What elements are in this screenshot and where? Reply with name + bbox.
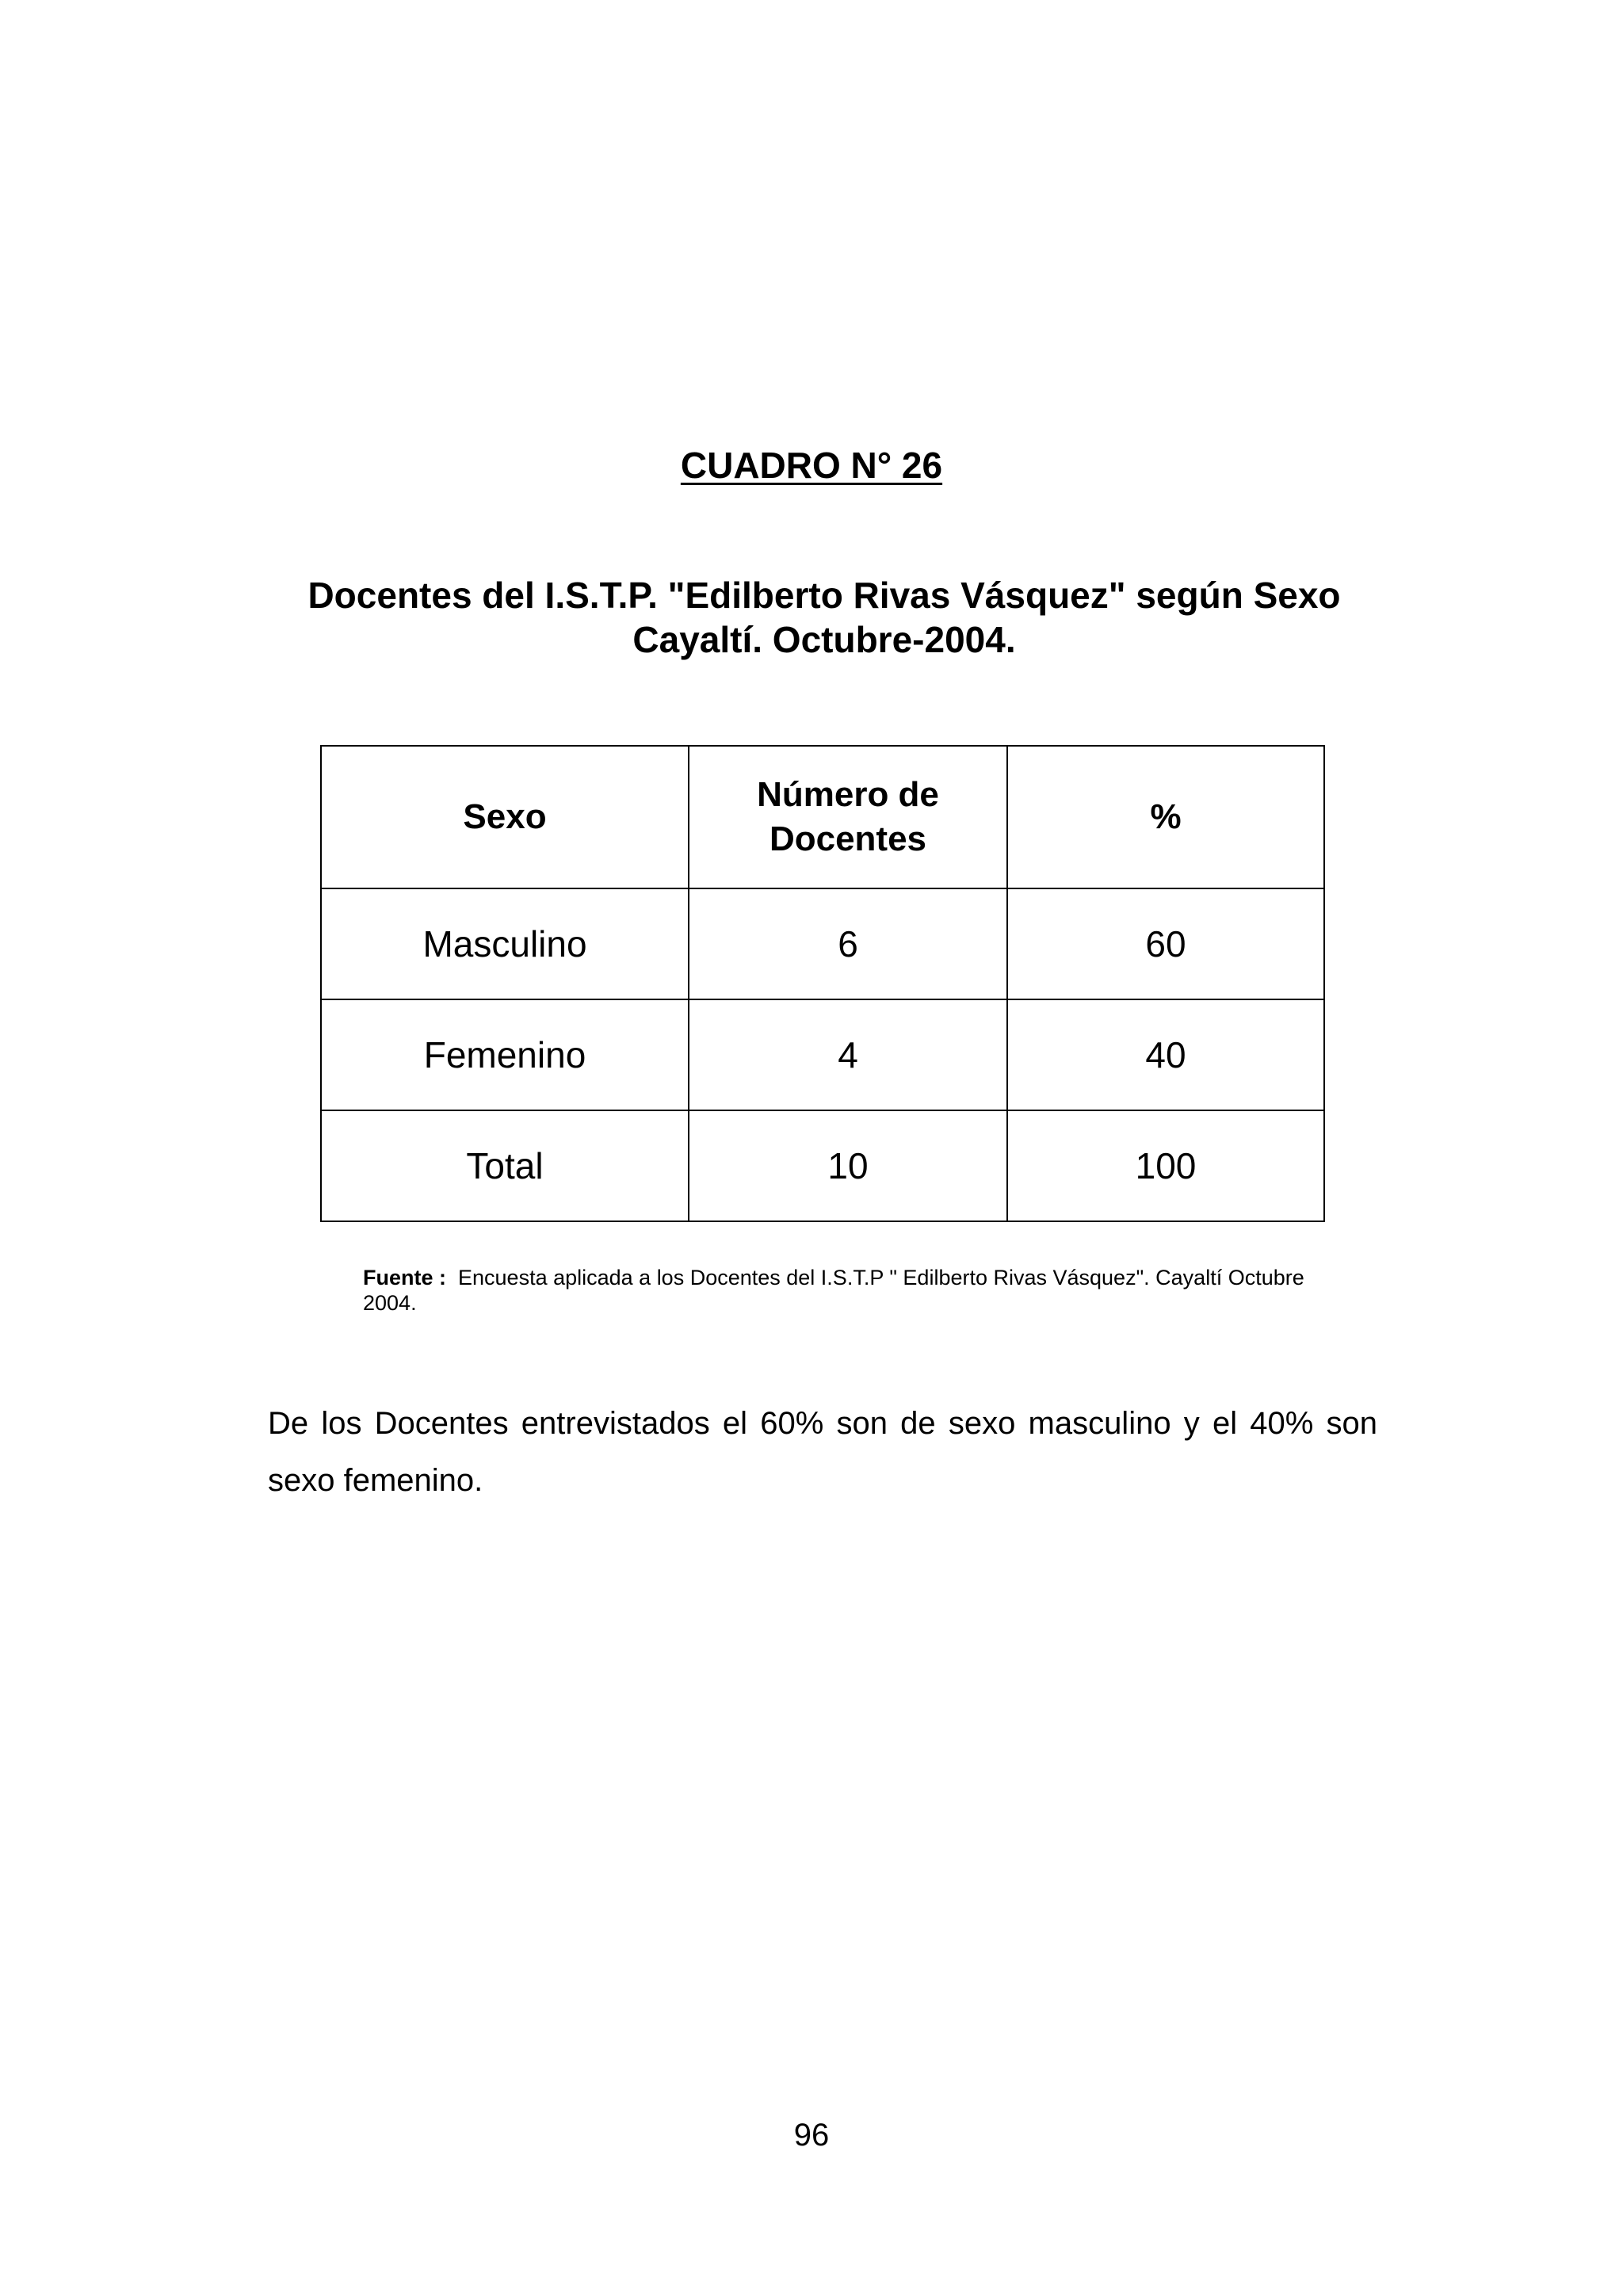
cell-numero: 6 — [689, 888, 1007, 999]
cell-porcentaje: 40 — [1007, 999, 1324, 1110]
table-caption — [238, 573, 1411, 662]
table-row — [321, 999, 1324, 1110]
cell-sexo: Femenino — [321, 999, 689, 1110]
table-row — [321, 888, 1324, 999]
cell-porcentaje: 100 — [1007, 1110, 1324, 1221]
cuadro-title: CUADRO N° 26 — [680, 445, 943, 486]
table-row-total — [321, 1110, 1324, 1221]
header-porcentaje: % — [1007, 746, 1324, 888]
header-numero-line-1: Número de — [757, 775, 939, 814]
table-caption-line-1: Docentes del I.S.T.P. "Edilberto Rivas Vásquez" según Sexo — [307, 575, 1341, 616]
source-note — [363, 1265, 1346, 1316]
cell-numero: 10 — [689, 1110, 1007, 1221]
body-paragraph: De los Docentes entrevistados el 60% son de sexo masculino y el 40% son sexo femenino. — [268, 1406, 1377, 1498]
table-header-row — [321, 746, 1324, 888]
cell-sexo: Masculino — [321, 888, 689, 999]
cell-porcentaje: 60 — [1007, 888, 1324, 999]
cell-numero: 4 — [689, 999, 1007, 1110]
header-numero-line-2: Docentes — [769, 819, 927, 858]
source-label: Fuente : — [363, 1266, 446, 1289]
source-text: Encuesta aplicada a los Docentes del I.S.T.P " Edilberto Rivas Vásquez". Cayaltí Octubre 2004. — [363, 1266, 1304, 1315]
cell-sexo: Total — [321, 1110, 689, 1221]
page-number: 96 — [793, 2118, 830, 2153]
table-caption-line-2: Cayaltí. Octubre-2004. — [632, 619, 1016, 660]
docentes-sexo-table — [320, 745, 1325, 1222]
header-sexo: Sexo — [321, 746, 689, 888]
header-numero-docentes — [689, 746, 1007, 888]
